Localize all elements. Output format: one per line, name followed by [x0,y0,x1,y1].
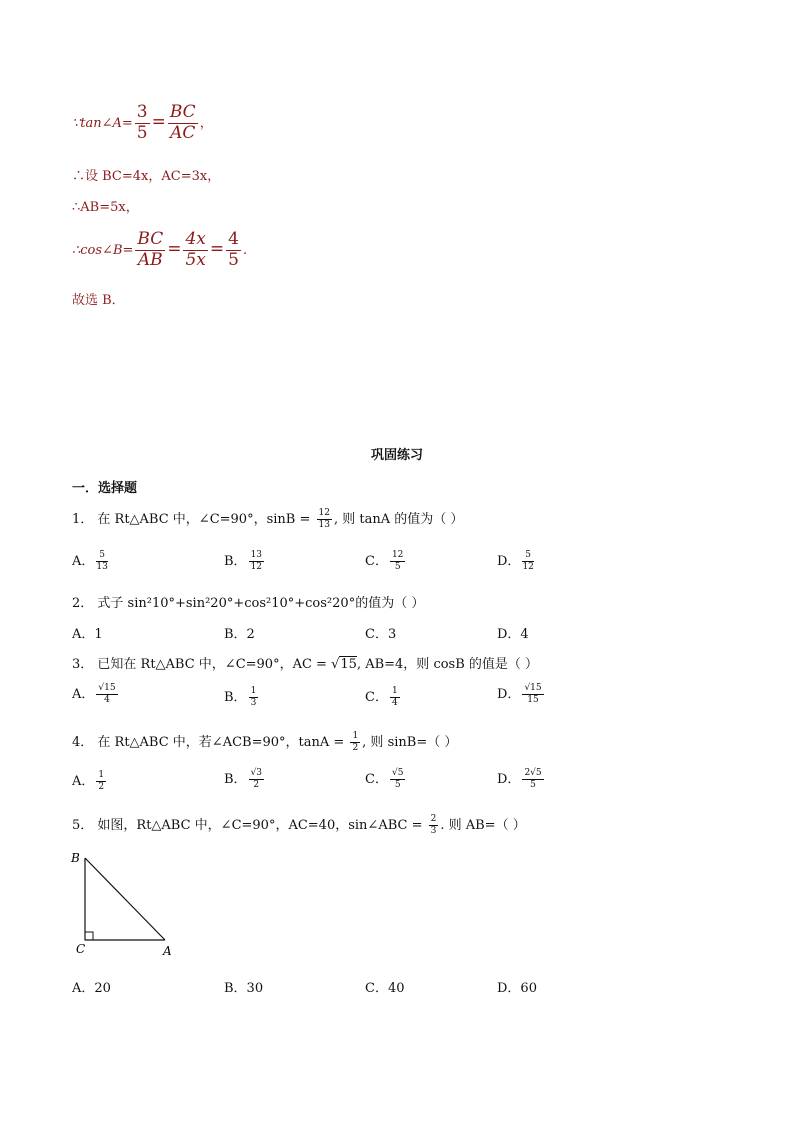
numerator: √15 [522,684,543,695]
question-4 [72,731,457,753]
question-text: 3． 已知在 Rt△ABC 中，∠C=90°，AC = [72,657,327,672]
denominator: 2 [253,780,260,790]
question-3 [72,653,538,672]
denominator: 15 [527,695,539,705]
fraction [390,551,405,573]
numerator: √5 [390,769,405,780]
vertex-a-label: A [163,944,172,958]
fraction [350,732,360,754]
solution-line-2: ∴设 BC=4x，AC=3x， [72,169,221,184]
numerator: √15 [96,684,117,695]
numerator: 2 [429,815,439,826]
equals: = [167,238,182,259]
section-title: 巩固练习 [370,448,423,463]
numerator: 3 [136,102,148,122]
q3-option-c[interactable] [365,686,402,708]
numerator: 1 [390,687,400,698]
radicand: 15 [340,657,357,672]
numerator: 1 [249,687,259,698]
option-label: A． [72,774,95,789]
fraction [226,231,241,270]
denominator: 12 [522,562,534,572]
q4-option-a[interactable] [72,770,108,792]
q3-option-b[interactable] [224,686,260,708]
question-text: 5． 如图，Rt△ABC 中，∠C=90°，AC=40，sin∠ABC = [72,818,423,833]
fraction [249,687,259,709]
option-label: C． [365,772,388,787]
fraction [522,769,543,791]
denominator: 4 [391,698,398,708]
question-1 [72,508,463,530]
numerator: 13 [249,551,264,562]
fraction [429,815,439,837]
denominator: 5 [394,780,401,790]
q5-option-b[interactable]: B．30 [224,981,264,996]
q1-option-b[interactable] [224,550,266,572]
denominator: 5 [394,562,401,572]
question-text: , 则 sinB=（ ） [362,735,458,750]
fraction [317,509,332,531]
option-label: B． [224,554,247,569]
denominator: 5 [136,122,148,143]
question-text: , 则 tanA 的值为（ ） [333,512,464,527]
q2-option-c[interactable]: C．3 [365,627,397,642]
q1-option-d[interactable] [497,550,536,572]
denominator: 13 [318,520,330,530]
denominator: AC [170,122,196,143]
option-label: C． [365,690,388,705]
fraction [390,769,405,791]
q3-option-d[interactable] [497,683,546,705]
numerator: 12 [390,551,405,562]
numerator: 1 [350,732,360,743]
denominator: 3 [250,698,257,708]
numerator: 4 [228,229,239,249]
solution-line-3: ∴AB=5x， [72,200,139,215]
question-text: 1． 在 Rt△ABC 中，∠C=90°，sinB = [72,512,311,527]
q5-option-d[interactable]: D．60 [497,981,537,996]
question-text: , AB=4，则 cosB 的值是（ ） [356,657,539,672]
option-label: D． [497,554,521,569]
numerator: 5 [96,551,107,562]
option-label: A． [72,554,95,569]
fraction [96,684,117,706]
solution-text: ， [199,115,213,131]
solution-text: . [242,242,248,258]
fraction [522,551,533,573]
option-label: B． [224,690,247,705]
fraction [249,551,264,573]
denominator: 5 [530,780,536,790]
section-heading: 一．选择题 [72,481,138,496]
equals: = [209,238,225,259]
question-5 [72,814,526,836]
numerator: √3 [249,769,264,780]
solution-text: ∴cos∠B= [72,242,134,258]
right-triangle-figure [68,848,188,960]
fraction [249,769,264,791]
denominator: 4 [104,695,110,705]
q4-option-d[interactable] [497,768,546,790]
numerator: 12 [317,509,332,520]
equals: = [151,111,166,132]
q5-option-a[interactable]: A．20 [72,981,111,996]
q2-option-b[interactable]: B．2 [224,627,255,642]
fraction [96,551,107,573]
denominator: 12 [250,562,263,572]
question-text: 4． 在 Rt△ABC 中，若∠ACB=90°，tanA = [72,735,345,750]
vertex-c-label: C [76,942,86,956]
fraction [135,104,150,143]
numerator: BC [137,229,164,249]
fraction [135,231,165,270]
denominator: 3 [430,826,437,836]
q2-option-a[interactable]: A．1 [72,627,103,642]
fraction [168,104,198,143]
q1-option-c[interactable] [365,550,407,572]
q4-option-c[interactable] [365,768,407,790]
vertex-b-label: B [71,851,80,865]
q2-option-d[interactable]: D．4 [497,627,529,642]
q5-option-c[interactable]: C．40 [365,981,405,996]
numerator: BC [169,102,196,122]
question-2: 2． 式子 sin²10°+sin²20°+cos²10°+cos²20°的值为（ ） [72,596,425,611]
fraction [522,684,543,706]
solution-line-4 [72,231,247,270]
solution-line-1 [72,104,213,143]
numerator: 2√5 [522,769,543,780]
denominator: 2 [98,782,105,792]
denominator: 2 [352,743,359,753]
question-text: . 则 AB=（ ） [440,818,526,833]
denominator: 5x [185,249,206,270]
option-label: B． [224,772,247,787]
solution-text: ∵tan∠A= [72,115,133,131]
fraction [96,771,106,793]
option-label: D． [497,687,521,702]
q4-option-b[interactable] [224,768,266,790]
numerator: 5 [522,551,533,562]
denominator: AB [137,249,163,270]
q3-option-a[interactable] [72,683,120,705]
right-angle-mark [85,932,93,940]
square-root: √15 [331,657,357,672]
q1-option-a[interactable] [72,550,110,572]
numerator: 4x [185,229,206,249]
option-label: A． [72,687,95,702]
side-ab [85,858,165,940]
option-label: C． [365,554,388,569]
solution-line-5: 故选 B． [72,293,125,308]
fraction [183,231,207,270]
option-label: D． [497,772,521,787]
numerator: 1 [96,771,106,782]
denominator: 5 [228,249,239,270]
fraction [390,687,400,709]
denominator: 13 [96,562,108,572]
